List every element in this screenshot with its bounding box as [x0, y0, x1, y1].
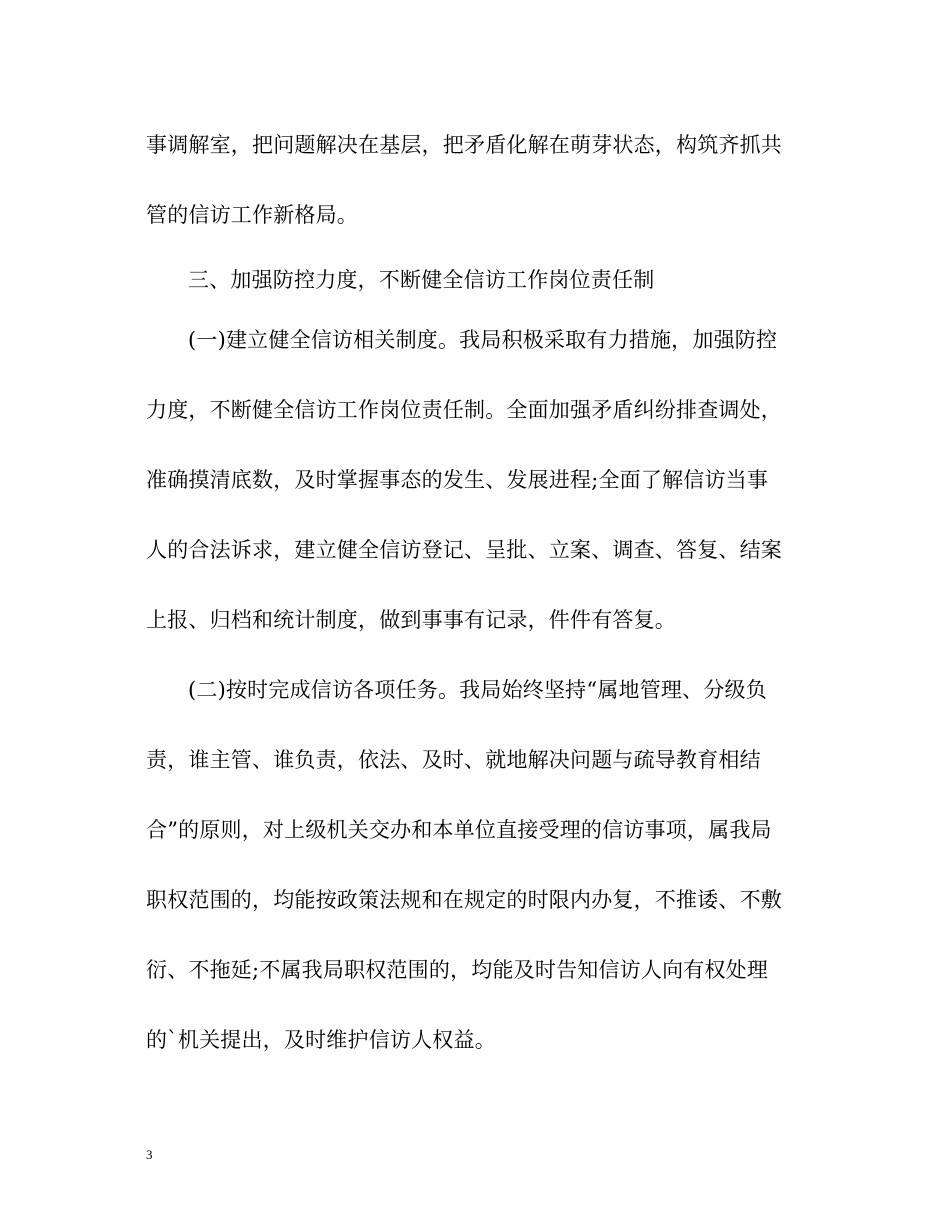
text-line: (一)建立健全信访相关制度。我局积极采取有力措施，加强防控	[188, 328, 778, 352]
text-line: 准确摸清底数，及时掌握事态的发生、发展进程;全面了解信访当事	[146, 468, 769, 492]
text-line: 责，谁主管、谁负责，依法、及时、就地解决问题与疏导教育相结	[146, 748, 761, 772]
section-heading: 三、加强防控力度，不断健全信访工作岗位责任制	[188, 268, 655, 292]
text-line: 衍、不拖延;不属我局职权范围的，均能及时告知信访人向有权处理	[146, 958, 769, 982]
text-line: 人的合法诉求，建立健全信访登记、呈批、立案、调查、答复、结案	[146, 538, 782, 562]
text-line: 事调解室，把问题解决在基层，把矛盾化解在萌芽状态，构筑齐抓共	[146, 133, 782, 157]
text-line: 管的信访工作新格局。	[146, 203, 358, 227]
text-line: 合”的原则，对上级机关交办和本单位直接受理的信访事项，属我局	[146, 818, 772, 842]
text-line: (二)按时完成信访各项任务。我局始终坚持“属地管理、分级负	[188, 678, 767, 702]
text-line: 的`机关提出，及时维护信访人权益。	[146, 1028, 496, 1052]
text-line: 职权范围的，均能按政策法规和在规定的时限内办复，不推诿、不敷	[146, 888, 782, 912]
page-number: 3	[146, 1147, 153, 1162]
text-line: 力度，不断健全信访工作岗位责任制。全面加强矛盾纠纷排查调处，	[146, 398, 782, 422]
text-line: 上报、归档和统计制度，做到事事有记录，件件有答复。	[146, 608, 676, 632]
